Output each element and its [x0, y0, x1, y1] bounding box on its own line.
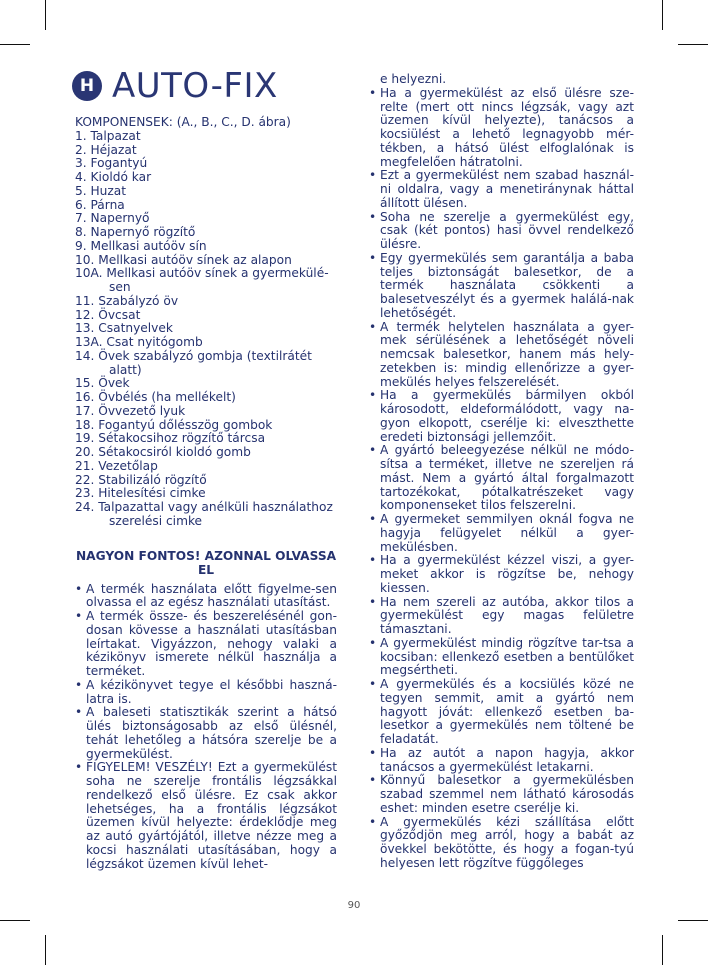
warning-item: • Ha a gyermekülést kézzel viszi, a gyer-meket akkor is rögzítse be, nehogy kiessen. [369, 554, 634, 595]
component-item: 16. Övbélés (ha mellékelt) [75, 390, 236, 404]
component-item: 6. Párna [75, 197, 125, 212]
crop-mark [45, 0, 46, 30]
component-item: 20. Sétakocsiról kioldó gomb [75, 445, 251, 459]
warning-item: • A termék össze- és beszerelésénél gon-dosan kövesse a használati utasításban leírtakat. Vigyázzon, nehogy valaki a kézikönyv ismerete nélkül használja a terméket. [75, 610, 337, 679]
language-badge: H [72, 71, 102, 101]
component-item: 14. Övek szabályzó gombja (textilrátét alatt) [75, 348, 312, 377]
crop-mark [0, 920, 30, 921]
component-item: 7. Napernyő [75, 211, 150, 226]
warning-list-right [369, 87, 634, 871]
warning-item: • Ha a gyermekülés bármilyen okból károsodott, eldeformálódott, vagy na-gyon elkopott, cserélje ki: elveszthette eredeti biztonsági jellemzőit. [369, 389, 634, 444]
warning-item: • Könnyű balesetkor a gyermekülésben szabad szemmel nem látható károsodás eshet: minden esetre cserélje ki. [369, 774, 634, 815]
important-heading: NAGYON FONTOS! AZONNAL OLVASSA EL [75, 548, 337, 577]
warning-item: • Ha a gyermekülést az első ülésre sze-relte (mert ott nincs légzsák, vagy azt üzemen kívül helyezte), tanácsos a kocsiülést a lehető legnagyobb mér-tékben, a hátsó ülést elfoglalónak is megfelelően hátratolni. [369, 87, 634, 170]
warning-item: • A gyermeket semmilyen oknál fogva ne hagyja felügyelet nélkül a gyer-mekülésben. [369, 513, 634, 554]
component-item: 18. Fogantyú dőlésszög gombok [75, 417, 273, 432]
page-title: AUTO-FIX [112, 66, 278, 106]
warning-item: • FIGYELEM! VESZÉLY! Ezt a gyermekülést soha ne szerelje frontális légzsákkal rendelkező első ülésre. Ez csak akkor lehetséges, ha a frontális légzsákot üzemen kívül helyezte: érdeklődje meg az autó gyártójától, illetve nézze meg a kocsi használati utasításában, hogy a légzsákot üzemen kívül lehet- [75, 761, 337, 871]
warning-item: • Ha nem szereli az autóba, akkor tilos a gyermekülést egy magas felületre támasztani. [369, 596, 634, 637]
component-item: 1. Talpazat [75, 128, 141, 143]
warning-item: • Ezt a gyermekülést nem szabad használ-ni oldalra, vagy a menetiránynak háttal állított ülésen. [369, 169, 634, 210]
left-column [75, 116, 337, 871]
crop-mark [678, 920, 708, 921]
component-item: 12. Övcsat [75, 307, 141, 322]
component-item: 22. Stabilizáló rögzítő [75, 472, 207, 487]
component-item: 15. Övek [75, 376, 130, 391]
warning-item: • A gyermekülés kézi szállítása előtt győződjön meg arról, hogy a babát az övekkel bekötötte, és hogy a fogan-tyú helyesen lett rögzítve függőleges [369, 816, 634, 871]
warning-item: • Egy gyermekülés sem garantálja a baba teljes biztonságát balesetkor, de a termék használata csökkenti a balesetveszélyt és a gyermek halálá-nak lehetőségét. [369, 252, 634, 321]
warning-item: • A gyermekülés és a kocsiülés közé ne tegyen semmit, amit a gyártó nem hagyott jóvát: ellenkező esetben ba-lesetkor a gyermekülés nem töltené be feladatát. [369, 678, 634, 747]
component-item: 10A. Mellkasi autóöv sínek a gyermekülé-sen [75, 266, 329, 294]
component-item: 23. Hitelesítési cimke [75, 486, 206, 501]
component-item: 9. Mellkasi autóöv sín [75, 238, 207, 253]
component-item: 4. Kioldó kar [75, 170, 152, 184]
component-item: 24. Talpazattal vagy anélküli használathoz szerelési cimke [75, 500, 333, 528]
warning-item: • A gyermekülést mindig rögzítve tar-tsa a kocsiban: ellenkező esetben a bentülőket megsértheti. [369, 637, 634, 678]
page-header [72, 66, 278, 106]
crop-mark [662, 935, 663, 965]
crop-mark [45, 935, 46, 965]
warning-item: • A kézikönyvet tegye el későbbi haszná-latra is. [75, 679, 337, 707]
component-item: 2. Héjazat [75, 142, 137, 157]
component-item: 10. Mellkasi autóöv sínek az alapon [75, 252, 292, 267]
component-item: 19. Sétakocsihoz rögzítő tárcsa [75, 431, 266, 446]
crop-mark [0, 44, 30, 45]
component-item: 5. Huzat [75, 183, 127, 198]
component-item: 11. Szabályzó öv [75, 293, 179, 308]
component-item: 8. Napernyő rögzítő [75, 225, 196, 239]
page-number: 90 [347, 900, 361, 911]
warning-item: • Ha az autót a napon hagyja, akkor tanácsos a gyermekülést letakarni. [369, 747, 634, 775]
component-item: 3. Fogantyú [75, 156, 148, 171]
component-item: 13A. Csat nyitógomb [75, 335, 203, 349]
component-item: 17. Övvezető lyuk [75, 403, 186, 418]
continued-text: e helyezni. [380, 72, 447, 86]
warning-item: • A gyártó beleegyezése nélkül ne módo-sítsa a terméket, illetve ne szereljen rá mást. Nem a gyártó által forgalmazott tartozékokat, pótalkatrészeket vagy komponenseket tilos felszerelni. [369, 444, 634, 513]
warning-item: • Soha ne szerelje a gyermekülést egy, csak (két pontos) hasi övvel rendelkező ülésre. [369, 211, 634, 252]
crop-mark [678, 44, 708, 45]
components-heading: KOMPONENSEK: (A., B., C., D. ábra) [75, 115, 291, 129]
warning-list-left [75, 583, 337, 872]
warning-item: • A termék használata előtt figyelme-sen olvassa el az egész használati utasítást. [75, 583, 337, 611]
warning-item: • A termék helytelen használata a gyer-mek sérülésének a lehetőségét növeli nemcsak balesetkor, hanem más hely-zetekben is: mindig ellenőrizze a gyer-mekülés helyes felszerelését. [369, 321, 634, 390]
component-item: 21. Vezetőlap [75, 458, 158, 473]
warning-item: • A baleseti statisztikák szerint a hátsó ülés biztonságosabb az első ülésnél, tehát lehetőleg a hátsóra szerelje be a gyermekülést. [75, 706, 337, 761]
components-list [75, 130, 337, 529]
crop-mark [662, 0, 663, 30]
right-column [369, 73, 634, 871]
component-item: 13. Csatnyelvek [75, 321, 173, 336]
